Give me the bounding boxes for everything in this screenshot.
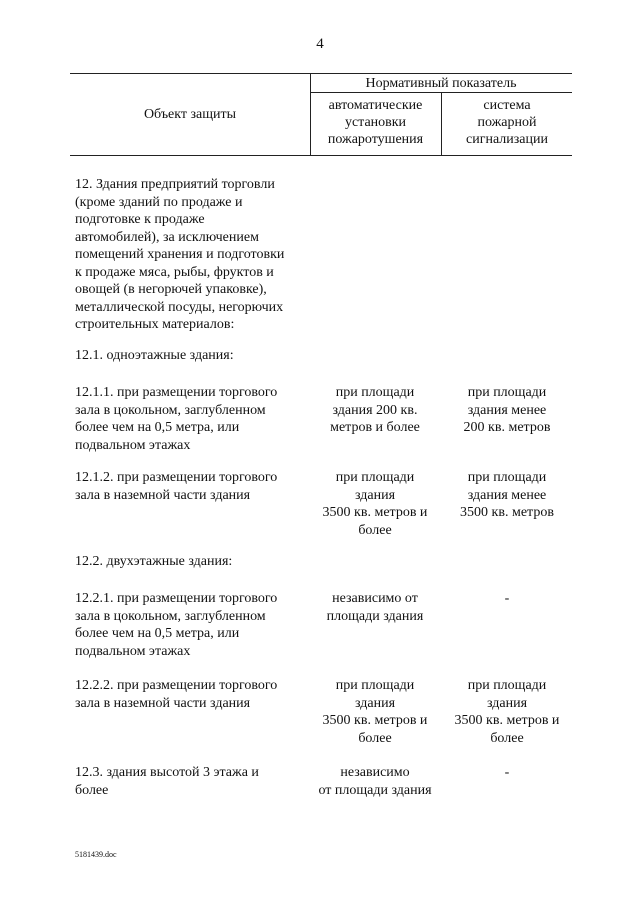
row-12-1-1-col2: при площади здания менее 200 кв. метров — [463, 385, 551, 435]
row-12-1-2-col1: при площади здания 3500 кв. метров и более — [322, 470, 428, 538]
header-bottom-rule — [70, 155, 572, 156]
row-12-3-object: 12.3. здания высотой 3 этажа и более — [75, 765, 259, 798]
row-12-2-2-col2: при площади здания 3500 кв. метров и более — [454, 678, 560, 746]
row-12-1-1-object: 12.1.1. при размещении торгового зала в цокольном, заглубленном более чем на 0,5 метра, или подвальном этажах — [75, 385, 278, 453]
header-object-label: Объект защиты — [143, 107, 237, 122]
row-12-object: 12. Здания предприятий торговли (кроме зданий по продаже и подготовке к продаже автомобилей), за исключением помещений хранения и подготовки к продаже мяса, рыбы, фруктов и овощей (в негорючей упаковке), металлической посуды, негорючих строительных материалов: — [75, 177, 285, 332]
row-12-1-object: 12.1. одноэтажные здания: — [75, 348, 234, 363]
row-12-2-2-col1: при площади здания 3500 кв. метров и более — [322, 678, 428, 746]
row-12-3-col1: независимо от площади здания — [318, 765, 432, 798]
row-12-2-object: 12.2. двухэтажные здания: — [75, 554, 233, 569]
row-12-1-2-object: 12.1.2. при размещении торгового зала в наземной части здания — [75, 470, 278, 503]
row-12-2-2-object: 12.2.2. при размещении торгового зала в наземной части здания — [75, 678, 278, 711]
page-number: 4 — [316, 36, 324, 52]
row-12-3-col2: - — [504, 765, 510, 780]
table-top-rule — [70, 73, 572, 74]
row-12-2-1-col2: - — [504, 591, 510, 606]
header-col1-label: автоматические установки пожаротушения — [327, 98, 424, 147]
row-12-2-1-col1: независимо от площади здания — [326, 591, 424, 624]
header-col2-label: система пожарной сигнализации — [466, 98, 548, 147]
document-id: 5181439.doc — [75, 850, 117, 859]
row-12-1-1-col1: при площади здания 200 кв. метров и более — [330, 385, 420, 435]
row-12-2-1-object: 12.2.1. при размещении торгового зала в цокольном, заглубленном более чем на 0,5 метра, или подвальном этажах — [75, 591, 278, 659]
row-12-1-2-col2: при площади здания менее 3500 кв. метров — [460, 470, 554, 520]
header-normative-label: Нормативный показатель — [365, 76, 517, 91]
